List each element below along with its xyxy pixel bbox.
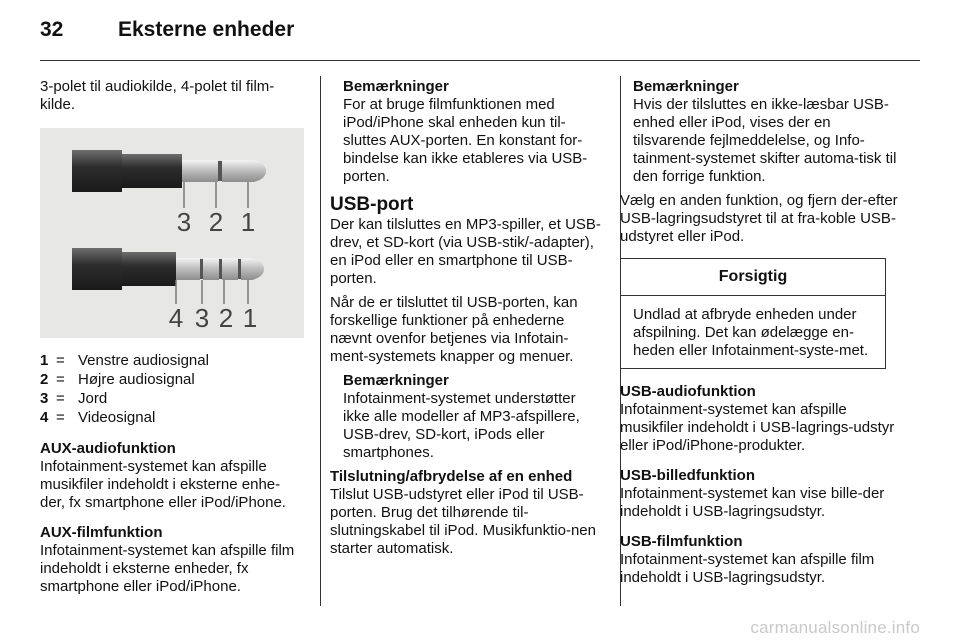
note-3-heading: Bemærkninger <box>633 78 739 95</box>
jack-plug-illustration <box>40 128 304 338</box>
usb-audio-section <box>620 383 902 455</box>
note-2-text: Infotainment-systemet understøtter ikke alle modeller af MP3-afspillere, USB-drev, SD-kort, iPods eller smartphones. <box>343 390 580 461</box>
aux-audio-text: Infotainment-systemet kan afspille musikfiler indeholdt i eksterne enhe-der, fx smartphone eller iPod/iPhone. <box>40 458 286 511</box>
aux-film-text: Infotainment-systemet kan afspille film indeholdt i eksterne enheder, fx smartphone eller iPod/iPhone. <box>40 542 295 595</box>
intro-text: 3-polet til audiokilde, 4-polet til film-kilde. <box>40 78 275 113</box>
plug2-ring3 <box>222 258 238 280</box>
plug2-label-4: 4 <box>168 303 184 333</box>
legend-eq: = <box>56 390 65 407</box>
legend-num: 1 <box>40 352 49 369</box>
caution-title: Forsigtig <box>621 259 885 296</box>
legend-text: Videosignal <box>78 409 156 426</box>
note-1 <box>330 78 606 186</box>
plug1-label-1: 1 <box>240 207 256 237</box>
usb-film-section <box>620 533 902 587</box>
plug2-ring1 <box>176 258 200 280</box>
plug2-label-1: 1 <box>242 303 258 333</box>
legend-eq: = <box>56 409 65 426</box>
column-3 <box>620 78 902 593</box>
column-2 <box>330 78 606 564</box>
aux-audio-section <box>40 440 304 512</box>
watermark: carmanualsonline.info <box>750 618 920 637</box>
legend-text: Jord <box>78 390 108 407</box>
plug1-sleeve <box>72 150 122 192</box>
plug1-insulator <box>218 161 222 181</box>
column-1 <box>40 78 304 602</box>
column-divider-1 <box>320 76 321 606</box>
aux-audio-heading: AUX-audiofunktion <box>40 440 176 457</box>
caution-text: Undlad at afbryde enheden under afspilning. Det kan ødelægge en-heden eller Infotainment-syste-met. <box>633 306 869 359</box>
legend-eq: = <box>56 371 65 388</box>
legend-item <box>40 371 304 390</box>
usb-image-text: Infotainment-systemet kan vise bille-der indeholdt i USB-lagringsudstyr. <box>620 485 885 520</box>
plug1-label-3: 3 <box>176 207 192 237</box>
legend-num: 3 <box>40 390 49 407</box>
usb-paragraph-1: Der kan tilsluttes en MP3-spiller, et USB-drev, et SD-kort (via USB-stik/-adapter), en iPod eller en smartphone til USB-porten. <box>330 216 601 287</box>
legend-item <box>40 352 304 371</box>
legend-num: 2 <box>40 371 49 388</box>
plug2-collar <box>122 252 176 286</box>
plug2-ring2 <box>203 258 219 280</box>
jack-plug-figure <box>40 128 304 338</box>
plug1-tip <box>246 160 266 182</box>
legend-text: Venstre audiosignal <box>78 352 209 369</box>
legend-item <box>40 409 304 428</box>
header-rule <box>40 60 920 61</box>
plug2-tip <box>241 258 264 280</box>
note-3 <box>620 78 902 186</box>
plug2-label-3: 3 <box>194 303 210 333</box>
note-2-heading: Bemærkninger <box>343 372 449 389</box>
page-number: 32 <box>40 18 64 41</box>
usb-audio-heading: USB-audiofunktion <box>620 383 756 400</box>
aux-film-section <box>40 524 304 596</box>
legend-text: Højre audiosignal <box>78 371 195 388</box>
usb-port-heading: USB-port <box>330 194 414 215</box>
plug-3-pole <box>72 150 266 237</box>
note-1-text: For at bruge filmfunktionen med iPod/iPhone skal enheden kun til-sluttes AUX-porten. En konstant for-bindelse kan ikke etableres via USB-porten. <box>343 96 588 185</box>
usb-paragraph-2: Når de er tilsluttet til USB-porten, kan forskellige funktioner på enhederne nævnt ovenfor betjenes via Infotain-ment-systemets knapper og menuer. <box>330 294 578 365</box>
caution-box <box>620 258 886 369</box>
connect-heading: Tilslutning/afbrydelse af en enhed <box>330 468 573 485</box>
legend-eq: = <box>56 352 65 369</box>
usb-audio-text: Infotainment-systemet kan afspille musikfiler indeholdt i USB-lagrings-udstyr eller iPod/iPhone-produkter. <box>620 401 895 454</box>
note-2 <box>330 372 606 462</box>
usb-film-heading: USB-filmfunktion <box>620 533 743 550</box>
switch-paragraph: Vælg en anden funktion, og fjern der-efter USB-lagringsudstyret til at fra-koble USB-udstyret eller iPod. <box>620 192 898 245</box>
plug1-ring <box>182 160 218 182</box>
note-3-text: Hvis der tilsluttes en ikke-læsbar USB-enhed eller iPod, vises der en tilsvarende fejlmeddelelse, og Info-tainment-systemet skifter automa-tisk til den forrige funktion. <box>633 96 897 185</box>
plug-4-pole <box>72 248 264 333</box>
connect-text: Tilslut USB-udstyret eller iPod til USB-porten. Brug det tilhørende til-slutningskabel til iPod. Musikfunktio-nen starter automatisk. <box>330 486 596 557</box>
usb-image-section <box>620 467 902 521</box>
note-1-heading: Bemærkninger <box>343 78 449 95</box>
legend-num: 4 <box>40 409 49 426</box>
aux-film-heading: AUX-filmfunktion <box>40 524 163 541</box>
page-title: Eksterne enheder <box>118 18 295 41</box>
figure-legend <box>40 352 304 428</box>
plug1-ring2 <box>222 160 246 182</box>
page-header <box>40 18 920 58</box>
legend-item <box>40 390 304 409</box>
plug1-label-2: 2 <box>208 207 224 237</box>
plug1-collar <box>122 154 182 188</box>
plug2-label-2: 2 <box>218 303 234 333</box>
plug2-sleeve <box>72 248 122 290</box>
usb-image-heading: USB-billedfunktion <box>620 467 755 484</box>
usb-film-text: Infotainment-systemet kan afspille film indeholdt i USB-lagringsudstyr. <box>620 551 875 586</box>
